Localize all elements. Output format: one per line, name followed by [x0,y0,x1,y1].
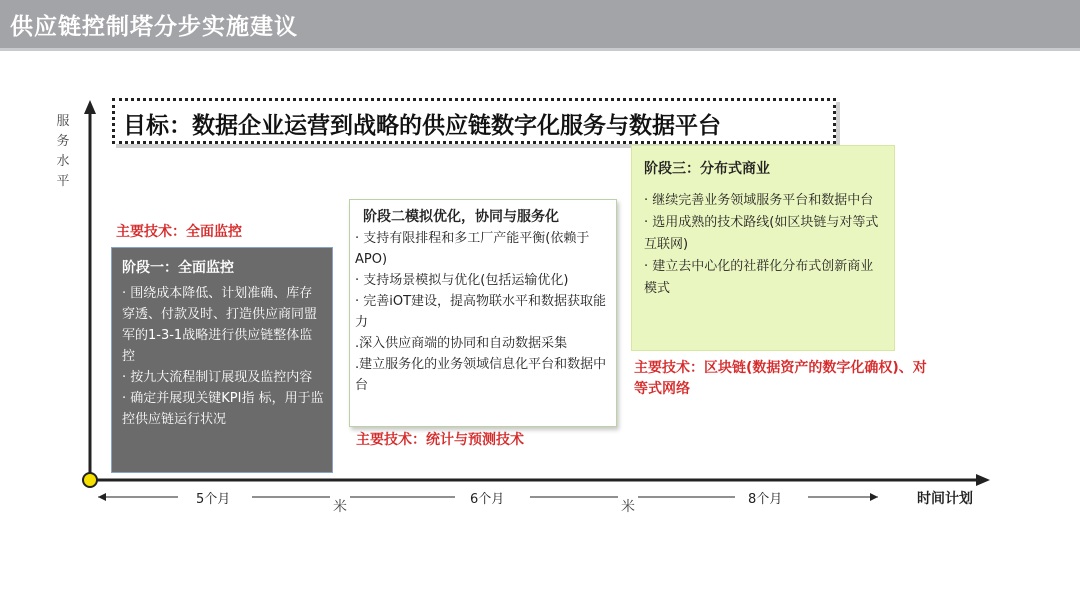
stage3-box [631,145,895,351]
stage1-item: · 确定并展现关键KPI指 标，用于监控供应链运行状况 [122,391,324,427]
stage3-item: · 继续完善业务领域服务平台和数据中台 [644,193,874,208]
period-label-3: 8个月 [748,492,783,507]
period-separator-2: 米 [621,499,635,515]
y-axis-arrow [84,100,96,114]
stage2-item: .建立服务化的业务领域信息化平台和数据中台 [355,357,607,393]
y-axis-label: 服务水平 [56,114,70,189]
stage2-tech-label: 主要技术：统计与预测技术 [356,432,524,448]
stage3-title: 阶段三：分布式商业 [644,161,770,177]
stage1-box [111,247,333,473]
stage2-item: · 支持场景模拟与优化(包括运输优化) [355,273,569,288]
period-separator-1: 米 [333,499,347,515]
stage1-item: · 围绕成本降低、计划准确、库存穿透、付款及时、打造供应商同盟军的1-3-1战略进行供应链整体监控 [122,286,318,364]
period-label-2: 6个月 [470,492,505,507]
period-label-1: 5个月 [196,492,231,507]
goal-text: 目标：数据企业运营到战略的供应链数字化服务与数据平台 [123,113,721,139]
stage3-item: · 建立去中心化的社群化分布式创新商业模式 [644,259,874,296]
goal-box [112,98,836,144]
stage2-item: · 完善iOT建设，提高物联水平和数据获取能力 [355,294,607,330]
origin-dot [83,473,97,487]
stage2-title: 阶段二模拟优化，协同与服务化 [363,209,559,225]
x-axis-arrow [976,474,990,486]
page-title: 供应链控制塔分步实施建议 [10,14,298,40]
stage1-title: 阶段一：全面监控 [122,260,234,276]
stage3-tech-label: 主要技术：区块链(数据资产的数字化确权)、对等式网络 [634,360,927,397]
stage1-tech-label: 主要技术：全面监控 [116,224,242,240]
stage1-item: · 按九大流程制订展现及监控内容 [122,370,313,385]
x-axis-label: 时间计划 [917,491,973,507]
stage3-item: · 选用成熟的技术路线(如区块链与对等式互联网) [644,215,879,252]
stage2-box [349,199,617,427]
stage2-item: .深入供应商端的协同和自动数据采集 [355,336,568,351]
stage2-item: · 支持有限排程和多工厂产能平衡(依赖于APO) [355,231,590,267]
